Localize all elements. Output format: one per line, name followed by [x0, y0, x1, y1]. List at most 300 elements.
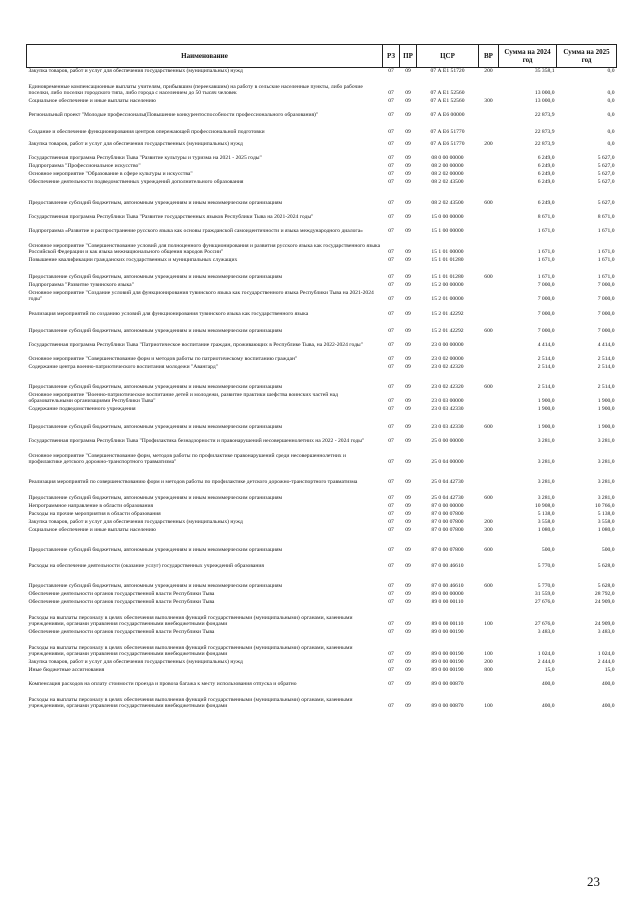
row-sum-2024-cell: 1 671,0 [537, 228, 555, 235]
row-csr-cell: 15 1 00 00000 [431, 228, 464, 235]
row-name-cell: Предоставление субсидий бюджетным, автономным учреждениям и иным некоммерческим организациям [28, 328, 283, 335]
table-row [27, 590, 617, 598]
row-sum-2025-cell: 3 281,0 [597, 479, 615, 486]
row-sum-2025-cell: 1 671,0 [597, 257, 615, 264]
table-row [27, 349, 617, 363]
row-rz-cell: 07 [388, 200, 394, 207]
row-name-cell: Повышение квалификации гражданских государственных и муниципальных служащих [28, 257, 238, 264]
table-row [27, 303, 617, 318]
row-rz-cell: 07 [388, 621, 394, 628]
table-row [27, 207, 617, 221]
row-rz-cell: 07 [388, 274, 394, 281]
row-vr-cell [479, 162, 499, 170]
row-vr-cell: 600 [484, 274, 493, 281]
row-pr-cell: 09 [405, 257, 411, 264]
row-csr-cell: 89 0 00 00190 [431, 659, 464, 666]
row-pr-cell: 09 [405, 179, 411, 186]
row-pr-cell: 09 [405, 503, 411, 510]
table-row [27, 371, 617, 391]
row-vr-cell [479, 289, 499, 303]
row-rz-cell: 07 [388, 112, 394, 119]
row-name-cell: Расходы на выплаты персоналу в целях обеспечения выполнения функций государственными (муниципальными) органами, казенными учреждениями, органами управления государственными внебюджетными фондами [28, 615, 353, 628]
row-csr-cell: 08 2 02 43500 [431, 179, 464, 186]
table-row [27, 105, 617, 119]
row-sum-2024-cell: 2 444,0 [537, 659, 555, 666]
row-name-cell: Расходы на выплаты персоналу в целях обеспечения выполнения функций государственными (муниципальными) органами, казенными учреждениями, органами управления государственными внебюджетными фондами [28, 697, 353, 710]
row-rz-cell: 07 [388, 141, 394, 148]
row-sum-2025-cell: 24 909,0 [594, 621, 615, 628]
row-rz-cell: 07 [388, 667, 394, 674]
budget-table [26, 44, 617, 710]
row-vr-cell [479, 170, 499, 178]
row-rz-cell: 07 [388, 459, 394, 466]
row-vr-cell: 200 [484, 141, 493, 148]
row-csr-cell: 23 0 03 42330 [431, 424, 464, 431]
row-name-cell: Закупка товаров, работ и услуг для обеспечения государственных (муниципальных) нужд [28, 519, 243, 526]
row-rz-cell: 07 [388, 68, 394, 75]
row-vr-cell: 300 [484, 527, 493, 534]
row-sum-2025-cell: 1 900,0 [597, 406, 615, 413]
row-name-cell: Социальное обеспечение и иные выплаты населению [28, 527, 156, 534]
row-vr-cell: 100 [484, 621, 493, 628]
row-name-cell: Расходы на обеспечение деятельности (оказание услуг) государственных учреждений образования [28, 563, 264, 570]
row-rz-cell: 07 [388, 328, 394, 335]
row-sum-2025-cell: 5 628,0 [597, 563, 615, 570]
row-name-cell: Закупка товаров, работ и услуг для обеспечения государственных (муниципальных) нужд [28, 141, 243, 148]
row-pr-cell: 09 [405, 274, 411, 281]
row-name-cell: Единовременные компенсационные выплаты учителям, прибывшим (переехавшим) на работу в сельские населенные пункты, либо рабочие поселки, либо поселки городского типа, либо города с населением до 50 тысяч человек [28, 84, 363, 97]
row-pr-cell: 09 [405, 591, 411, 598]
row-rz-cell: 07 [388, 296, 394, 303]
header-sum-2025: Сумма на 2025 год [557, 45, 617, 68]
row-rz-cell: 07 [388, 583, 394, 590]
row-sum-2025-cell: 1 900,0 [597, 398, 615, 405]
row-sum-2024-cell: 27 676,0 [534, 599, 555, 606]
table-row [27, 162, 617, 170]
row-rz-cell: 07 [388, 629, 394, 636]
row-pr-cell: 09 [405, 398, 411, 405]
row-pr-cell: 09 [405, 141, 411, 148]
row-rz-cell: 07 [388, 547, 394, 554]
row-pr-cell: 09 [405, 621, 411, 628]
row-sum-2024-cell: 3 281,0 [537, 495, 555, 502]
row-pr-cell: 09 [405, 163, 411, 170]
row-sum-2024-cell: 1 024,0 [537, 651, 555, 658]
row-sum-2024-cell: 1 900,0 [537, 406, 555, 413]
table-row [27, 486, 617, 502]
row-csr-cell: 08 2 02 00000 [431, 171, 464, 178]
row-name-cell: Обеспечение деятельности подведомственных учреждений дополнительного образования [28, 179, 244, 186]
row-vr-cell [479, 119, 499, 136]
row-sum-2024-cell: 13 000,0 [534, 98, 555, 105]
row-sum-2025-cell: 8 671,0 [597, 214, 615, 221]
row-pr-cell: 09 [405, 495, 411, 502]
row-csr-cell: 15 1 01 01280 [431, 274, 464, 281]
row-csr-cell: 23 0 02 00000 [431, 356, 464, 363]
table-row [27, 256, 617, 264]
row-rz-cell: 07 [388, 659, 394, 666]
row-rz-cell: 07 [388, 364, 394, 371]
table-body [27, 68, 617, 710]
row-vr-cell: 600 [484, 495, 493, 502]
row-rz-cell: 07 [388, 163, 394, 170]
row-sum-2025-cell: 0,0 [607, 129, 615, 136]
row-sum-2025-cell: 24 909,0 [594, 599, 615, 606]
row-vr-cell: 200 [484, 519, 493, 526]
row-vr-cell: 800 [484, 667, 493, 674]
row-sum-2025-cell: 10 766,0 [594, 503, 615, 510]
table-row [27, 636, 617, 658]
row-csr-cell: 89 0 00 00190 [431, 629, 464, 636]
row-vr-cell [479, 466, 499, 486]
row-pr-cell: 09 [405, 519, 411, 526]
row-csr-cell: 23 0 02 42320 [431, 364, 464, 371]
row-csr-cell: 08 2 00 00000 [431, 163, 464, 170]
row-sum-2025-cell: 400,0 [601, 703, 615, 710]
table-row [27, 186, 617, 207]
row-sum-2025-cell: 5 138,0 [597, 511, 615, 518]
row-pr-cell: 09 [405, 599, 411, 606]
page-number: 23 [587, 874, 600, 889]
row-sum-2025-cell: 2 444,0 [597, 659, 615, 666]
row-sum-2024-cell: 22 873,9 [534, 129, 555, 136]
table-row [27, 445, 617, 466]
row-name-cell: Подпрограмма «Развитие и распространение русского языка как основы гражданской самоидентичности и языка международного диалога» [28, 228, 363, 235]
row-sum-2024-cell: 400,0 [541, 703, 555, 710]
row-sum-2025-cell: 1 900,0 [597, 424, 615, 431]
row-name-cell: Закупка товаров, работ и услуг для обеспечения государственных (муниципальных) нужд [28, 68, 243, 75]
row-rz-cell: 07 [388, 384, 394, 391]
row-pr-cell: 09 [405, 171, 411, 178]
row-vr-cell [479, 598, 499, 606]
row-rz-cell: 07 [388, 129, 394, 136]
row-pr-cell: 09 [405, 214, 411, 221]
table-row [27, 148, 617, 162]
row-sum-2025-cell: 0,0 [607, 68, 615, 75]
row-sum-2025-cell: 28 792,0 [594, 591, 615, 598]
table-row [27, 335, 617, 349]
row-sum-2025-cell: 3 483,0 [597, 629, 615, 636]
row-csr-cell: 89 0 00 00870 [431, 681, 464, 688]
row-csr-cell: 87 0 00 07800 [431, 511, 464, 518]
row-pr-cell: 09 [405, 384, 411, 391]
row-rz-cell: 07 [388, 438, 394, 445]
row-sum-2025-cell: 0,0 [607, 112, 615, 119]
row-vr-cell: 600 [484, 583, 493, 590]
row-rz-cell: 07 [388, 228, 394, 235]
row-sum-2025-cell: 7 000,0 [597, 282, 615, 289]
row-name-cell: Подпрограмма "Развитие тувинского языка" [28, 282, 134, 289]
row-vr-cell: 600 [484, 424, 493, 431]
table-row [27, 431, 617, 445]
row-csr-cell: 07 А Е6 00000 [430, 112, 465, 119]
row-rz-cell: 07 [388, 282, 394, 289]
row-pr-cell: 09 [405, 228, 411, 235]
row-csr-cell: 15 2 01 00000 [431, 296, 464, 303]
row-csr-cell: 89 0 00 00190 [431, 651, 464, 658]
row-csr-cell: 23 0 03 00000 [431, 398, 464, 405]
row-csr-cell: 15 1 01 01280 [431, 257, 464, 264]
row-vr-cell: 200 [484, 68, 493, 75]
row-csr-cell: 87 0 00 07800 [431, 519, 464, 526]
row-vr-cell: 100 [484, 651, 493, 658]
row-sum-2024-cell: 400,0 [541, 681, 555, 688]
row-name-cell: Обеспечение деятельности органов государственной власти Республики Тыва [28, 629, 215, 636]
row-rz-cell: 07 [388, 599, 394, 606]
row-pr-cell: 09 [405, 424, 411, 431]
row-name-cell: Социальное обеспечение и иные выплаты населению [28, 98, 156, 105]
row-sum-2024-cell: 500,0 [541, 547, 555, 554]
row-sum-2025-cell: 7 000,0 [597, 296, 615, 303]
table-row [27, 688, 617, 710]
row-pr-cell: 09 [405, 129, 411, 136]
row-vr-cell: 100 [484, 703, 493, 710]
table-row [27, 598, 617, 606]
row-sum-2025-cell: 7 000,0 [597, 328, 615, 335]
row-pr-cell: 09 [405, 90, 411, 97]
header-sum-2024: Сумма на 2024 год [499, 45, 557, 68]
row-pr-cell: 09 [405, 629, 411, 636]
row-rz-cell: 07 [388, 90, 394, 97]
row-sum-2024-cell: 6 249,0 [537, 155, 555, 162]
row-csr-cell: 15 0 00 00000 [431, 214, 464, 221]
row-pr-cell: 09 [405, 98, 411, 105]
row-pr-cell: 09 [405, 296, 411, 303]
row-vr-cell [479, 207, 499, 221]
row-name-cell: Предоставление субсидий бюджетным, автономным учреждениям и иным некоммерческим организациям [28, 547, 283, 554]
row-sum-2024-cell: 1 900,0 [537, 424, 555, 431]
row-vr-cell: 600 [484, 200, 493, 207]
row-vr-cell [479, 178, 499, 186]
row-vr-cell [479, 445, 499, 466]
row-name-cell: Основное мероприятие "Создание условий для функционирования тувинского языка как государственного языка Республики Тыва на 2021-2024 годы" [28, 290, 374, 303]
row-vr-cell [479, 303, 499, 318]
row-name-cell: Государственная программа Республики Тыва "Профилактика безнадзорности и правонарушений несовершеннолетних на 2022 - 2024 годы" [28, 438, 365, 445]
row-sum-2024-cell: 1 671,0 [537, 274, 555, 281]
row-name-cell: Содержание центра военно-патриотического воспитания молодежи "Авангард" [28, 364, 218, 371]
row-pr-cell: 09 [405, 583, 411, 590]
row-csr-cell: 87 0 00 07800 [431, 547, 464, 554]
row-sum-2025-cell: 1 080,0 [597, 527, 615, 534]
row-sum-2025-cell: 5 627,0 [597, 171, 615, 178]
table-header-row [27, 45, 617, 68]
row-sum-2025-cell: 0,0 [607, 90, 615, 97]
row-sum-2025-cell: 1 671,0 [597, 228, 615, 235]
row-sum-2025-cell: 3 558,0 [597, 519, 615, 526]
row-rz-cell: 07 [388, 249, 394, 256]
row-vr-cell [479, 628, 499, 636]
row-pr-cell: 09 [405, 328, 411, 335]
row-sum-2025-cell: 1 671,0 [597, 274, 615, 281]
row-rz-cell: 07 [388, 342, 394, 349]
row-sum-2024-cell: 3 281,0 [537, 459, 555, 466]
row-name-cell: Предоставление субсидий бюджетным, автономным учреждениям и иным некоммерческим организациям [28, 384, 283, 391]
row-sum-2024-cell: 8 671,0 [537, 214, 555, 221]
row-sum-2024-cell: 7 000,0 [537, 328, 555, 335]
row-pr-cell: 09 [405, 406, 411, 413]
header-rz: РЗ [383, 45, 400, 68]
row-name-cell: Основное мероприятие "Совершенствование форм, методов работы по профилактике правонарушений среди несовершеннолетних и профилактике детского дорожно-транспортного травматизма" [28, 453, 346, 466]
row-pr-cell: 09 [405, 479, 411, 486]
row-sum-2024-cell: 1 671,0 [537, 249, 555, 256]
row-sum-2025-cell: 400,0 [601, 681, 615, 688]
row-name-cell: Основное мероприятие "Образование в сфере культуры и искусства" [28, 171, 193, 178]
row-csr-cell: 07 А Е1 52560 [430, 90, 465, 97]
row-sum-2024-cell: 7 000,0 [537, 296, 555, 303]
row-sum-2025-cell: 1 024,0 [597, 651, 615, 658]
row-csr-cell: 15 2 00 00000 [431, 282, 464, 289]
row-name-cell: Предоставление субсидий бюджетным, автономным учреждениям и иным некоммерческим организациям [28, 583, 283, 590]
row-pr-cell: 09 [405, 527, 411, 534]
row-vr-cell: 600 [484, 547, 493, 554]
row-vr-cell [479, 502, 499, 510]
table-row [27, 318, 617, 335]
table-row [27, 363, 617, 371]
table-row [27, 554, 617, 570]
row-name-cell: Предоставление субсидий бюджетным, автономным учреждениям и иным некоммерческим организациям [28, 274, 283, 281]
row-csr-cell: 25 0 00 00000 [431, 438, 464, 445]
row-rz-cell: 07 [388, 214, 394, 221]
row-rz-cell: 07 [388, 651, 394, 658]
row-sum-2024-cell: 4 414,0 [537, 342, 555, 349]
row-name-cell: Обеспечение деятельности органов государственной власти Республики Тыва [28, 599, 215, 606]
row-vr-cell [479, 510, 499, 518]
row-vr-cell: 600 [484, 328, 493, 335]
table-row [27, 68, 617, 75]
row-sum-2025-cell: 15,0 [604, 667, 615, 674]
row-pr-cell: 09 [405, 459, 411, 466]
row-csr-cell: 23 0 02 42320 [431, 384, 464, 391]
table-row [27, 466, 617, 486]
row-pr-cell: 09 [405, 659, 411, 666]
row-vr-cell: 300 [484, 98, 493, 105]
row-vr-cell [479, 256, 499, 264]
row-csr-cell: 89 0 00 00190 [431, 667, 464, 674]
row-sum-2024-cell: 6 249,0 [537, 171, 555, 178]
row-name-cell: Основное мероприятие "Совершенствование форм и методов работы по патриотическому воспитанию граждан" [28, 356, 298, 363]
table-row [27, 119, 617, 136]
header-name: Наименование [27, 45, 383, 68]
row-rz-cell: 07 [388, 591, 394, 598]
row-rz-cell: 07 [388, 703, 394, 710]
row-name-cell: Реализация мероприятий по созданию условий для функционирования тувинского языка как государственного языка [28, 311, 309, 318]
row-pr-cell: 09 [405, 200, 411, 207]
row-vr-cell: 200 [484, 659, 493, 666]
row-vr-cell [479, 674, 499, 688]
row-rz-cell: 07 [388, 563, 394, 570]
row-sum-2025-cell: 5 627,0 [597, 155, 615, 162]
row-name-cell: Расходы на выплаты персоналу в целях обеспечения выполнения функций государственными (муниципальными) органами, казенными учреждениями, органами управления государственными внебюджетными фондами [28, 645, 353, 658]
row-rz-cell: 07 [388, 179, 394, 186]
row-sum-2025-cell: 2 514,0 [597, 384, 615, 391]
row-pr-cell: 09 [405, 703, 411, 710]
row-name-cell: Предоставление субсидий бюджетным, автономным учреждениям и иным некоммерческим организациям [28, 200, 283, 207]
header-pr: ПР [400, 45, 417, 68]
row-name-cell: Государственная программа Республики Тыва "Развитие культуры и туризма на 2021 - 2025 годы" [28, 155, 262, 162]
row-csr-cell: 89 0 00 00110 [431, 599, 464, 606]
row-name-cell: Содержание подведомственного учреждения [28, 406, 136, 413]
row-csr-cell: 23 0 00 00000 [431, 342, 464, 349]
row-vr-cell [479, 335, 499, 349]
row-pr-cell: 09 [405, 68, 411, 75]
row-csr-cell: 87 0 00 46610 [431, 583, 464, 590]
row-sum-2025-cell: 7 000,0 [597, 311, 615, 318]
row-csr-cell: 87 0 00 00000 [431, 503, 464, 510]
row-pr-cell: 09 [405, 112, 411, 119]
row-name-cell: Расходы на прочие мероприятия в области образования [28, 511, 161, 518]
row-sum-2024-cell: 7 000,0 [537, 311, 555, 318]
row-vr-cell [479, 554, 499, 570]
row-name-cell: Предоставление субсидий бюджетным, автономным учреждениям и иным некоммерческим организациям [28, 424, 283, 431]
row-pr-cell: 09 [405, 511, 411, 518]
row-csr-cell: 89 0 00 00110 [431, 621, 464, 628]
row-pr-cell: 09 [405, 681, 411, 688]
row-sum-2024-cell: 35 358,1 [534, 68, 555, 75]
row-sum-2024-cell: 3 483,0 [537, 629, 555, 636]
row-sum-2024-cell: 2 514,0 [537, 364, 555, 371]
row-csr-cell: 15 2 01 42292 [431, 311, 464, 318]
row-csr-cell: 07 А Е1 52560 [430, 98, 465, 105]
table-row [27, 170, 617, 178]
row-rz-cell: 07 [388, 495, 394, 502]
row-csr-cell: 07 А Е6 51770 [430, 129, 465, 136]
row-sum-2025-cell: 5 627,0 [597, 200, 615, 207]
table-row [27, 413, 617, 431]
row-rz-cell: 07 [388, 257, 394, 264]
row-sum-2025-cell: 2 514,0 [597, 364, 615, 371]
row-rz-cell: 07 [388, 398, 394, 405]
row-vr-cell [479, 590, 499, 598]
table-row [27, 75, 617, 97]
row-sum-2024-cell: 1 900,0 [537, 398, 555, 405]
row-vr-cell [479, 391, 499, 405]
row-sum-2024-cell: 5 770,0 [537, 563, 555, 570]
table-row [27, 281, 617, 289]
row-sum-2025-cell: 5 628,0 [597, 583, 615, 590]
row-sum-2025-cell: 0,0 [607, 141, 615, 148]
row-csr-cell: 25 0 04 00000 [431, 459, 464, 466]
row-sum-2024-cell: 3 558,0 [537, 519, 555, 526]
row-vr-cell [479, 235, 499, 256]
row-sum-2024-cell: 6 249,0 [537, 179, 555, 186]
row-sum-2024-cell: 5 770,0 [537, 583, 555, 590]
row-sum-2024-cell: 6 249,0 [537, 163, 555, 170]
row-csr-cell: 23 0 03 42330 [431, 406, 464, 413]
row-csr-cell: 08 0 00 00000 [431, 155, 464, 162]
row-pr-cell: 09 [405, 364, 411, 371]
row-sum-2025-cell: 3 281,0 [597, 459, 615, 466]
row-sum-2024-cell: 5 138,0 [537, 511, 555, 518]
row-rz-cell: 07 [388, 527, 394, 534]
row-sum-2025-cell: 5 627,0 [597, 163, 615, 170]
row-pr-cell: 09 [405, 155, 411, 162]
table-row [27, 502, 617, 510]
row-vr-cell [479, 405, 499, 413]
table-row [27, 510, 617, 518]
table-row [27, 391, 617, 405]
row-pr-cell: 09 [405, 311, 411, 318]
table-row [27, 136, 617, 148]
table-row [27, 628, 617, 636]
table-row [27, 666, 617, 674]
row-sum-2025-cell: 4 414,0 [597, 342, 615, 349]
row-sum-2024-cell: 22 873,9 [534, 141, 555, 148]
row-sum-2025-cell: 2 514,0 [597, 356, 615, 363]
row-csr-cell: 87 0 00 46610 [431, 563, 464, 570]
header-vr: ВР [479, 45, 499, 68]
row-csr-cell: 15 1 01 00000 [431, 249, 464, 256]
row-sum-2024-cell: 1 080,0 [537, 527, 555, 534]
